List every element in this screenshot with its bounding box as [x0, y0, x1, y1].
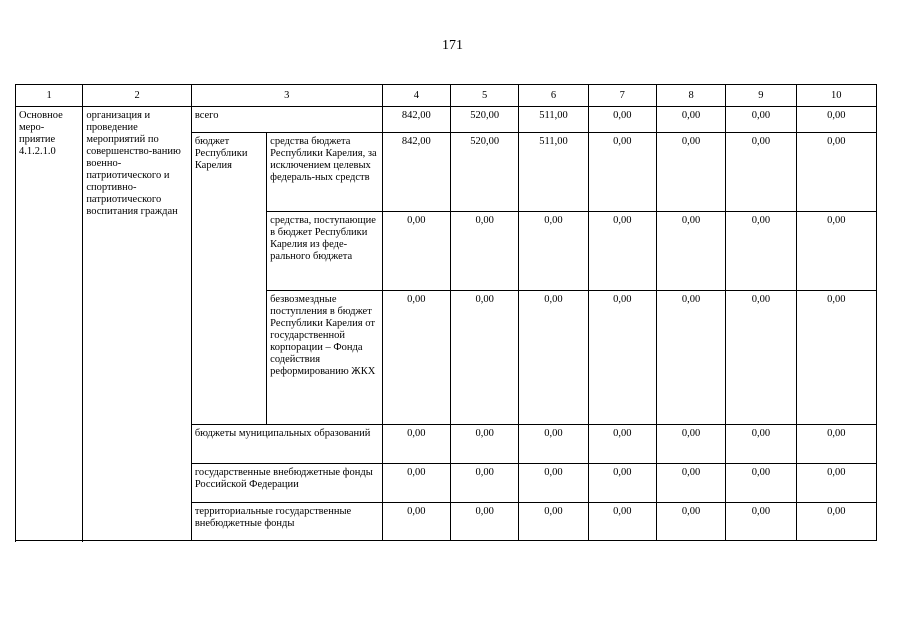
- value-cell: 0,00: [451, 503, 519, 541]
- value-cell: 0,00: [519, 464, 588, 503]
- value-cell: 0,00: [519, 291, 588, 425]
- activity-name: Основное меро-приятие 4.1.2.1.0: [16, 107, 83, 541]
- table-row: [16, 107, 877, 133]
- value-cell: 0,00: [726, 212, 796, 291]
- column-header-row: [16, 85, 877, 107]
- value-cell: 0,00: [588, 133, 656, 212]
- value-cell: 0,00: [382, 291, 450, 425]
- column-header: 10: [796, 85, 876, 107]
- value-cell: 0,00: [656, 503, 725, 541]
- value-cell: 0,00: [588, 503, 656, 541]
- value-cell: 0,00: [382, 503, 450, 541]
- funding-source: средства, поступающие в бюджет Республики Карелия из феде-рального бюджета: [267, 212, 383, 291]
- column-header: 7: [588, 85, 656, 107]
- value-cell: 0,00: [796, 291, 876, 425]
- value-cell: 0,00: [726, 425, 796, 464]
- page-number: 171: [442, 38, 463, 53]
- value-cell: 0,00: [451, 291, 519, 425]
- value-cell: 0,00: [796, 464, 876, 503]
- value-cell: 0,00: [588, 212, 656, 291]
- value-cell: 0,00: [796, 425, 876, 464]
- value-cell: 0,00: [519, 212, 588, 291]
- funding-source: средства бюджета Республики Карелия, за исключением целевых федераль-ных средств: [267, 133, 383, 212]
- value-cell: 0,00: [451, 464, 519, 503]
- value-cell: 0,00: [796, 107, 876, 133]
- value-cell: 0,00: [588, 291, 656, 425]
- funding-source: территориальные государственные внебюджетные фонды: [191, 503, 382, 541]
- value-cell: 511,00: [519, 107, 588, 133]
- funding-source: безвозмездные поступления в бюджет Республики Карелия от государственной корпорации – Фонда содействия реформированию ЖКХ: [267, 291, 383, 425]
- value-cell: 0,00: [656, 133, 725, 212]
- value-cell: 0,00: [382, 425, 450, 464]
- value-cell: 520,00: [451, 107, 519, 133]
- column-header: 3: [191, 85, 382, 107]
- value-cell: 0,00: [382, 212, 450, 291]
- value-cell: 0,00: [656, 464, 725, 503]
- value-cell: 0,00: [656, 425, 725, 464]
- funding-source: государственные внебюджетные фонды Российской Федерации: [191, 464, 382, 503]
- value-cell: 0,00: [656, 291, 725, 425]
- column-header: 1: [16, 85, 83, 107]
- budget-table: [15, 84, 877, 541]
- value-cell: 0,00: [726, 503, 796, 541]
- value-cell: 520,00: [451, 133, 519, 212]
- value-cell: 511,00: [519, 133, 588, 212]
- funding-source: бюджеты муниципальных образований: [191, 425, 382, 464]
- value-cell: 0,00: [451, 425, 519, 464]
- column-header: 8: [656, 85, 725, 107]
- value-cell: 842,00: [382, 133, 450, 212]
- value-cell: 0,00: [519, 503, 588, 541]
- column-header: 5: [451, 85, 519, 107]
- activity-description: организация и проведение мероприятий по совершенство-ванию военно-патриотического и спортивно-патриотического воспитания граждан: [83, 107, 192, 541]
- value-cell: 0,00: [588, 425, 656, 464]
- value-cell: 0,00: [519, 425, 588, 464]
- column-header: 2: [83, 85, 192, 107]
- value-cell: 0,00: [588, 107, 656, 133]
- value-cell: 0,00: [796, 212, 876, 291]
- value-cell: 0,00: [726, 291, 796, 425]
- column-header: 4: [382, 85, 450, 107]
- funding-source: всего: [191, 107, 382, 133]
- funding-group: бюджет Республики Карелия: [191, 133, 266, 425]
- value-cell: 0,00: [656, 212, 725, 291]
- value-cell: 0,00: [451, 212, 519, 291]
- value-cell: 0,00: [726, 464, 796, 503]
- value-cell: 0,00: [796, 503, 876, 541]
- value-cell: 842,00: [382, 107, 450, 133]
- value-cell: 0,00: [796, 133, 876, 212]
- column-header: 9: [726, 85, 796, 107]
- value-cell: 0,00: [382, 464, 450, 503]
- value-cell: 0,00: [726, 133, 796, 212]
- value-cell: 0,00: [588, 464, 656, 503]
- column-header: 6: [519, 85, 588, 107]
- value-cell: 0,00: [656, 107, 725, 133]
- value-cell: 0,00: [726, 107, 796, 133]
